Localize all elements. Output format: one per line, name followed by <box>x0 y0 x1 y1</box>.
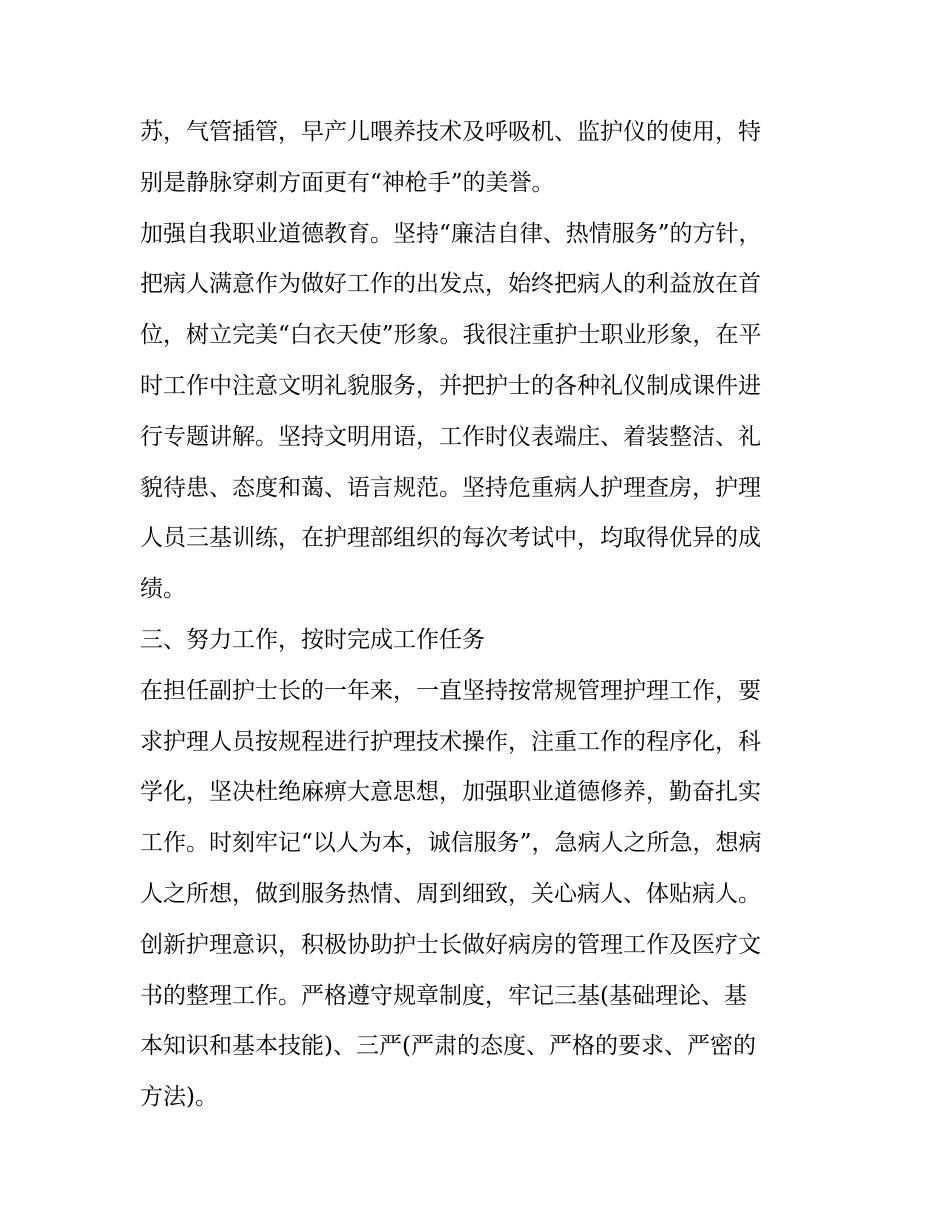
text-line: 本知识和基本技能)、三严(严肃的态度、严格的要求、严密的 <box>140 1033 756 1060</box>
text-line: 位，树立完美“白衣天使”形象。我很注重护士职业形象，在平 <box>140 322 762 349</box>
text-line: 把病人满意作为做好工作的出发点，始终把病人的利益放在首 <box>140 271 761 298</box>
text-line: 在担任副护士长的一年来，一直坚持按常规管理护理工作，要 <box>140 677 761 704</box>
text-line: 别是静脉穿刺方面更有“神枪手”的美誉。 <box>140 169 555 196</box>
text-line: 绩。 <box>140 576 186 603</box>
text-line: 创新护理意识，积极协助护士长做好病房的管理工作及医疗文 <box>140 931 761 958</box>
text-line: 时工作中注意文明礼貌服务，并把护士的各种礼仪制成课件进 <box>140 372 761 399</box>
text-line: 人之所想，做到服务热情、周到细致，关心病人、体贴病人。 <box>140 880 761 907</box>
document-body <box>140 107 820 1123</box>
text-line: 学化，坚决杜绝麻痹大意思想，加强职业道德修养，勤奋扎实 <box>140 779 761 806</box>
text-line: 工作。时刻牢记“以人为本，诚信服务”，急病人之所急，想病 <box>140 830 762 857</box>
text-line: 貌待患、态度和蔼、语言规范。坚持危重病人护理查房，护理 <box>140 474 761 501</box>
text-line: 加强自我职业道德教育。坚持“廉洁自律、热情服务”的方针， <box>140 220 762 247</box>
text-line: 行专题讲解。坚持文明用语，工作时仪表端庄、着装整洁、礼 <box>140 423 761 450</box>
text-line: 苏，气管插管，早产儿喂养技术及呼吸机、监护仪的使用，特 <box>140 119 761 145</box>
text-line: 求护理人员按规程进行护理技术操作，注重工作的程序化，科 <box>140 728 761 755</box>
text-line: 人员三基训练，在护理部组织的每次考试中，均取得优异的成 <box>140 525 761 552</box>
section-heading: 三、努力工作，按时完成工作任务 <box>140 626 485 653</box>
text-line: 方法)。 <box>140 1084 218 1111</box>
text-line: 书的整理工作。严格遵守规章制度，牢记三基(基础理论、基 <box>140 982 747 1009</box>
